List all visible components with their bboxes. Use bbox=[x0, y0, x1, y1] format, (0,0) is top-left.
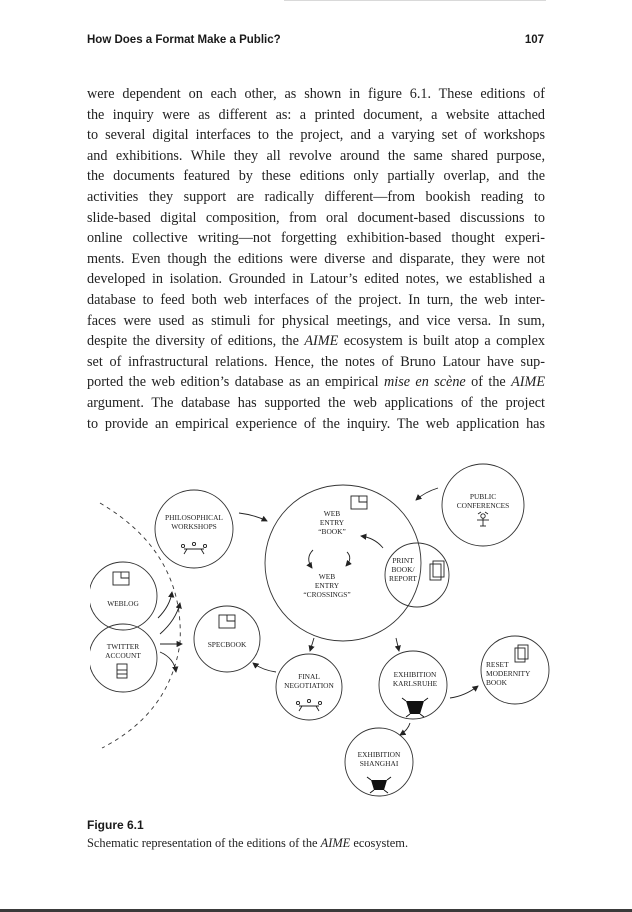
arrow-final-to-specbook bbox=[253, 663, 276, 672]
arrow-web-to-final bbox=[310, 638, 314, 651]
arrow-twitter-to-workshops-2 bbox=[160, 603, 180, 634]
screen-icon bbox=[402, 698, 428, 717]
text-line: the documents featured by these editions only partially overlap, and the bbox=[87, 168, 545, 185]
arrow-workshops-to-web bbox=[239, 513, 267, 521]
text-line: the inquiry were as different as: a printed document, a website attached bbox=[87, 106, 545, 123]
text-line: activities they support are radically different—from bookish reading to bbox=[87, 188, 545, 205]
arrow-twitter-to-specbook-2 bbox=[160, 652, 176, 672]
page-number: 107 bbox=[524, 34, 544, 46]
body-paragraph bbox=[87, 84, 545, 434]
text-line: were dependent on each other, as shown in figure 6.1. These editions of bbox=[87, 86, 545, 102]
arrow-book-to-crossings-right bbox=[346, 552, 350, 566]
arrow-twitter-to-workshops bbox=[158, 592, 172, 618]
arrow-web-to-karlsruhe bbox=[396, 638, 399, 651]
text-line: to provide an empirical experience of the inquiry. The web application has bbox=[87, 415, 545, 432]
arrow-karlsruhe-to-reset bbox=[450, 686, 478, 698]
label-weblog: WEBLOG bbox=[107, 599, 139, 608]
speaker-icon bbox=[477, 512, 489, 526]
arrow-conferences-to-print bbox=[416, 488, 438, 500]
document-icon bbox=[219, 615, 235, 628]
text-line: ments. Even though the editions were diverse and disparate, they were not bbox=[87, 250, 545, 267]
text-line: faces were used as stimuli for physical meetings, and vice versa. In sum, bbox=[87, 312, 545, 329]
ecosystem-diagram bbox=[90, 458, 550, 810]
label-specbook: SPECBOOK bbox=[207, 640, 247, 649]
top-edge-rule bbox=[284, 0, 546, 1]
running-header bbox=[87, 34, 544, 50]
label-final-negotiation: FINAL NEGOTIATION bbox=[284, 672, 334, 690]
arrow-crossings-to-book-left bbox=[309, 550, 313, 568]
text-line: developed in isolation. Grounded in Latour’s edited notes, we established a bbox=[87, 271, 545, 288]
text-line: and exhibitions. While they all revolve around the same shared purpose, bbox=[87, 147, 545, 164]
figure-caption-label: Figure 6.1 bbox=[87, 818, 144, 832]
book-icon bbox=[515, 645, 528, 662]
document-icon bbox=[113, 572, 129, 585]
text-line: online collective writing—not forgetting exhibition-based thought experi- bbox=[87, 230, 545, 247]
meeting-table-icon bbox=[296, 699, 321, 711]
label-exhibition-karlsruhe: EXHIBITION KARLSRUHE bbox=[392, 670, 438, 688]
figure-caption-text: Schematic representation of the editions of the AIME ecosystem. bbox=[87, 836, 409, 850]
screen-icon bbox=[367, 777, 391, 793]
figure-6-1 bbox=[90, 458, 550, 810]
arrow-print-to-book bbox=[361, 536, 383, 548]
arrow-karlsruhe-to-shanghai bbox=[400, 723, 410, 735]
label-print-book-report: PRINT BOOK/ REPORT bbox=[389, 556, 417, 583]
label-public-conferences: PUBLIC CONFERENCES bbox=[456, 492, 510, 510]
meeting-table-icon bbox=[181, 542, 206, 554]
label-web-entry-book: WEB ENTRY “BOOK” bbox=[318, 509, 346, 536]
label-exhibition-shanghai: EXHIBITION SHANGHAI bbox=[357, 750, 401, 768]
text-line: despite the diversity of editions, the AIME ecosystem is built atop a complex bbox=[87, 333, 545, 350]
text-line: ported the web edition’s database as an empirical mise en scène of the AIME bbox=[87, 374, 546, 391]
text-line: set of infrastructural relations. Hence, the notes of Bruno Latour have sup- bbox=[87, 353, 545, 370]
label-reset-modernity-book: RESET MODERNITY BOOK bbox=[486, 660, 531, 687]
text-line: argument. The database has supported the web applications of the project bbox=[87, 394, 545, 411]
book-icon bbox=[430, 561, 444, 580]
label-twitter-account: TWITTER ACCOUNT bbox=[105, 642, 141, 660]
label-web-entry-crossings: WEB ENTRY “CROSSINGS” bbox=[303, 572, 351, 599]
text-line: database to feed both web interfaces of the project. In turn, the web inter- bbox=[87, 291, 545, 308]
document-icon bbox=[351, 496, 367, 509]
running-title: How Does a Format Make a Public? bbox=[87, 34, 281, 46]
label-philosophical-workshops: PHILOSOPHICAL WORKSHOPS bbox=[165, 513, 223, 531]
text-line: slide-based digital composition, from oral document-based discussions to bbox=[87, 209, 545, 226]
phone-icon bbox=[117, 664, 127, 678]
text-line: to several digital interfaces to the project, and a varying set of workshops bbox=[87, 127, 545, 144]
